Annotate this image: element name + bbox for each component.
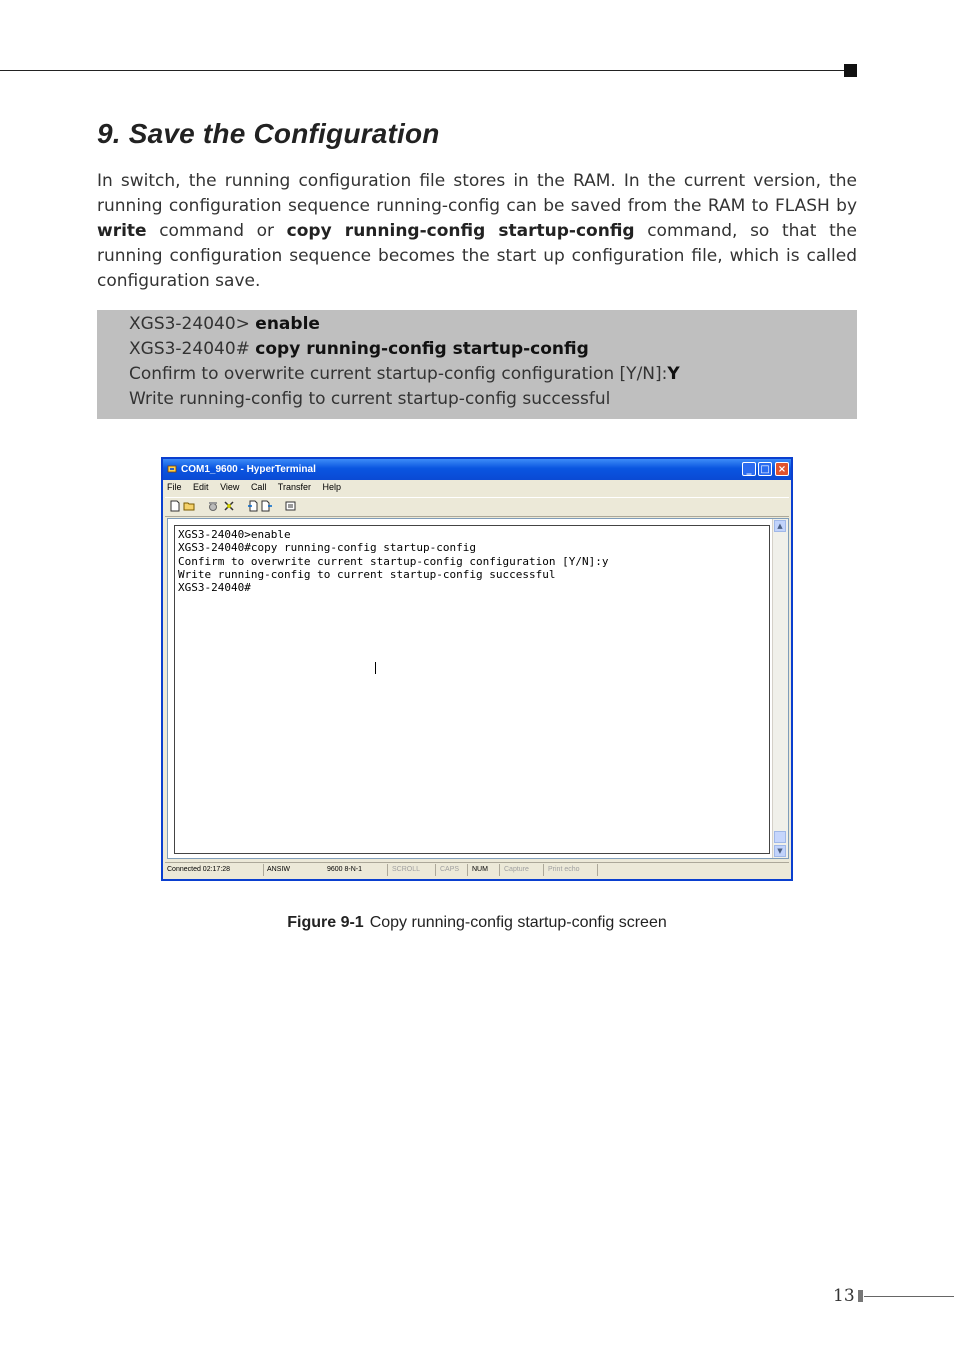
section-heading: 9. Save the Configuration	[97, 118, 440, 149]
status-num: NUM	[472, 866, 488, 873]
status-separator	[543, 864, 544, 876]
status-separator	[435, 864, 436, 876]
menu-call[interactable]: Call	[250, 482, 267, 492]
footer-rule	[864, 1296, 954, 1297]
terminal-line: Write running-config to current startup-config successful	[178, 567, 556, 581]
disconnect-icon[interactable]	[223, 500, 235, 512]
window-title: COM1_9600 - HyperTerminal	[181, 464, 316, 475]
intro-text-2: command or	[146, 221, 287, 241]
receive-file-icon[interactable]	[261, 500, 273, 512]
toolbar	[165, 497, 789, 517]
terminal-area[interactable]	[167, 518, 789, 859]
figure-label: Figure 9-1	[287, 914, 364, 931]
properties-icon[interactable]	[285, 500, 297, 512]
intro-text-1: In switch, the running configuration file stores in the RAM. In the current version, the running configuration sequence running-config can be saved from the RAM to FLASH by	[97, 171, 857, 216]
page-number-marker	[858, 1290, 863, 1302]
terminal-line: XGS3-24040#	[178, 581, 251, 595]
status-separator	[387, 864, 388, 876]
menu-help[interactable]: Help	[322, 482, 342, 492]
intro-bold-write: write	[97, 221, 147, 241]
text-cursor	[375, 662, 376, 674]
menu-view[interactable]: View	[220, 482, 240, 492]
status-emulation: ANSIW	[267, 866, 290, 873]
window-titlebar[interactable]	[163, 459, 791, 480]
hyperterminal-window	[161, 457, 793, 881]
command-line: XGS3-24040> enable	[129, 314, 320, 334]
call-icon[interactable]	[207, 500, 219, 512]
open-folder-icon[interactable]	[183, 500, 195, 512]
figure-caption-text: Copy running-config startup-config screen	[369, 914, 667, 931]
command-line: Confirm to overwrite current startup-config configuration [Y/N]:Y	[129, 364, 680, 384]
status-separator	[263, 864, 264, 876]
page-number: 13	[833, 1286, 855, 1306]
menu-file[interactable]: File	[167, 482, 182, 492]
intro-text-3: command, so that the running configuration sequence becomes the start up configuration file, which is called configuration save.	[97, 221, 857, 291]
status-caps: CAPS	[440, 866, 460, 873]
menu-transfer[interactable]: Transfer	[277, 482, 311, 492]
maximize-button[interactable]: □	[758, 462, 772, 476]
status-print-echo: Print echo	[548, 866, 580, 873]
terminal-line: Confirm to overwrite current startup-config configuration [Y/N]:y	[178, 554, 609, 568]
scroll-up-arrow-icon[interactable]: ▲	[774, 520, 786, 532]
status-separator	[467, 864, 468, 876]
status-port: 9600 8-N-1	[327, 866, 363, 873]
terminal-screen[interactable]	[174, 525, 770, 854]
status-scroll: SCROLL	[392, 866, 421, 873]
intro-paragraph	[97, 169, 857, 294]
command-example-box	[97, 310, 857, 419]
scroll-down-arrow-icon[interactable]: ▼	[774, 845, 786, 857]
terminal-line: XGS3-24040#copy running-config startup-config	[178, 541, 477, 555]
menu-bar	[167, 482, 350, 496]
status-separator	[499, 864, 500, 876]
close-button[interactable]: ×	[775, 462, 789, 476]
terminal-line: XGS3-24040>enable	[178, 528, 291, 541]
vertical-scrollbar[interactable]	[772, 519, 788, 858]
send-file-icon[interactable]	[247, 500, 259, 512]
hyperterminal-icon	[167, 464, 177, 474]
header-marker	[844, 64, 857, 77]
command-line: Write running-config to current startup-config successful	[129, 389, 611, 409]
status-capture: Capture	[504, 866, 529, 873]
new-connection-icon[interactable]	[169, 500, 181, 512]
command-line: XGS3-24040# copy running-config startup-config	[129, 339, 589, 359]
scroll-thumb[interactable]	[774, 831, 786, 843]
status-separator	[597, 864, 598, 876]
status-connected: Connected 02:17:28	[167, 866, 231, 873]
figure-caption	[0, 914, 954, 932]
minimize-button[interactable]: _	[742, 462, 756, 476]
status-bar	[165, 862, 789, 878]
menu-edit[interactable]: Edit	[193, 482, 209, 492]
intro-bold-copy: copy running-config startup-config	[286, 221, 635, 241]
header-rule	[0, 70, 848, 71]
